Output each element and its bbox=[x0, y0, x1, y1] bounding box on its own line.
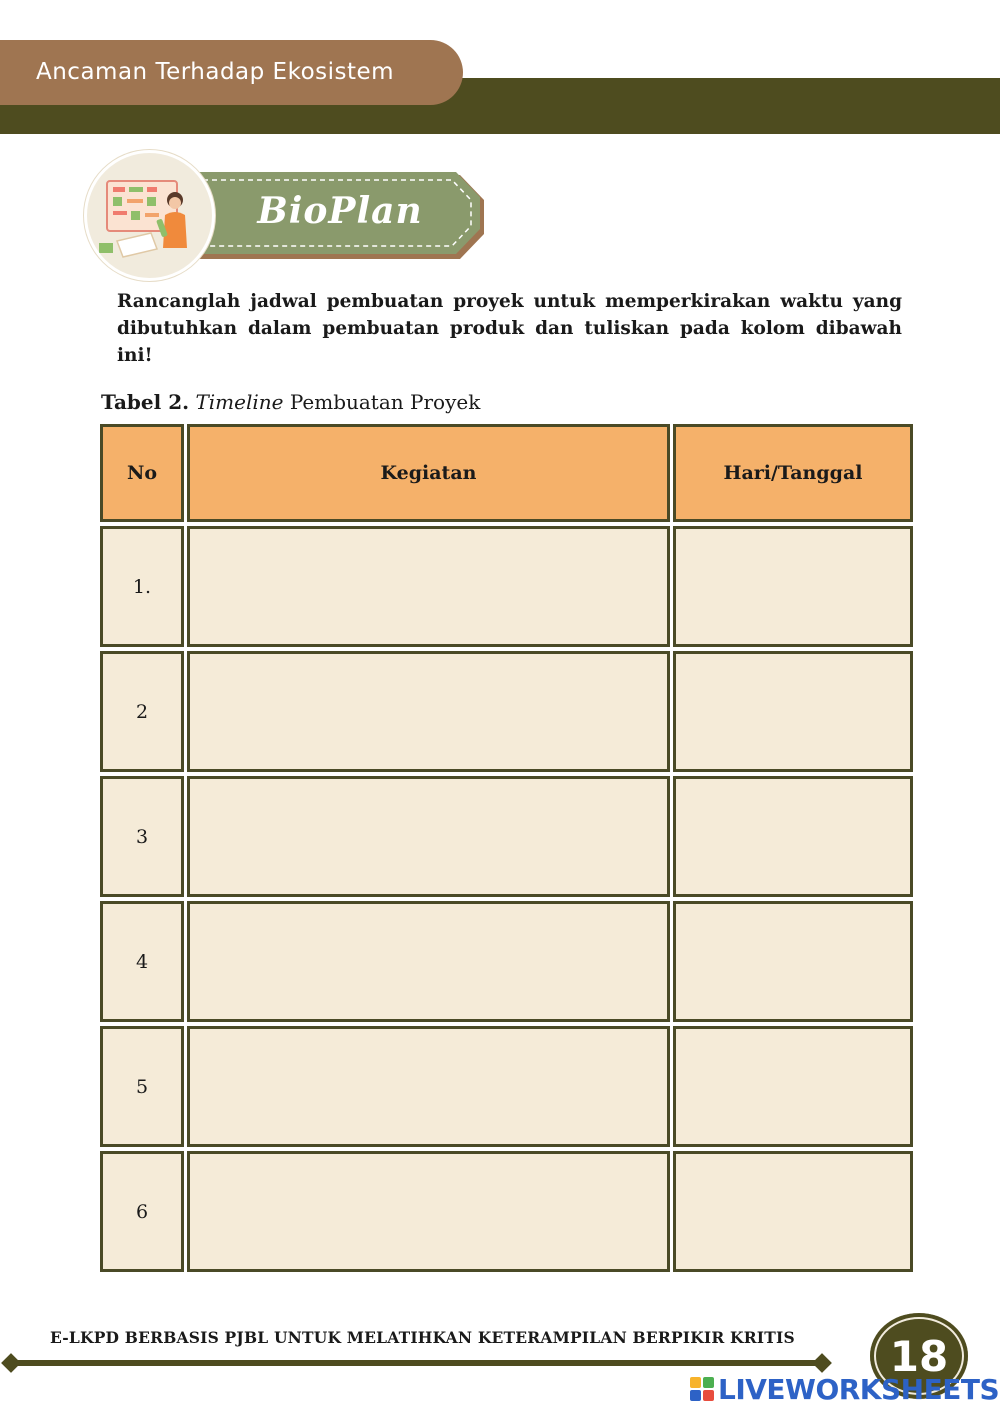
kegiatan-cell[interactable] bbox=[187, 901, 670, 1022]
footer-diamond-left-icon bbox=[1, 1353, 21, 1373]
section-badge-title: BioPlan bbox=[257, 190, 423, 232]
table-caption bbox=[101, 390, 480, 414]
footer-diamond-right-icon bbox=[812, 1353, 832, 1373]
hari-tanggal-cell[interactable] bbox=[673, 1026, 913, 1147]
hari-tanggal-cell[interactable] bbox=[673, 1151, 913, 1272]
hari-tanggal-cell[interactable] bbox=[673, 651, 913, 772]
row-number: 4 bbox=[100, 901, 184, 1022]
row-number: 3 bbox=[100, 776, 184, 897]
kegiatan-cell[interactable] bbox=[187, 776, 670, 897]
row-number: 1. bbox=[100, 526, 184, 647]
liveworksheets-watermark bbox=[690, 1372, 999, 1406]
row-number: 2 bbox=[100, 651, 184, 772]
caption-italic: Timeline bbox=[195, 390, 284, 414]
hari-tanggal-cell[interactable] bbox=[673, 526, 913, 647]
liveworksheets-text: LIVEWORKSHEETS bbox=[718, 1372, 1000, 1406]
footer-title: E-LKPD BERBASIS PJBL UNTUK MELATIHKAN KETERAMPILAN BERPIKIR KRITIS bbox=[50, 1328, 795, 1347]
footer-divider bbox=[10, 1360, 822, 1366]
hari-tanggal-cell[interactable] bbox=[673, 776, 913, 897]
header-no: No bbox=[100, 424, 184, 522]
kegiatan-cell[interactable] bbox=[187, 1026, 670, 1147]
liveworksheets-logo-icon bbox=[690, 1377, 714, 1401]
row-number: 5 bbox=[100, 1026, 184, 1147]
caption-label: Tabel 2. bbox=[101, 390, 190, 414]
row-number: 6 bbox=[100, 1151, 184, 1272]
page-number: 18 bbox=[870, 1313, 968, 1399]
hari-tanggal-cell[interactable] bbox=[673, 901, 913, 1022]
instruction-text: Rancanglah jadwal pembuatan proyek untuk memperkirakan waktu yang dibutuhkan dalam pembuatan produk dan tuliskan pada kolom dibawah ini! bbox=[117, 291, 902, 366]
header-hari-tanggal: Hari/Tanggal bbox=[673, 424, 913, 522]
caption-rest: Pembuatan Proyek bbox=[289, 390, 481, 414]
header-kegiatan: Kegiatan bbox=[187, 424, 670, 522]
kegiatan-cell[interactable] bbox=[187, 651, 670, 772]
kegiatan-cell[interactable] bbox=[187, 1151, 670, 1272]
kegiatan-cell[interactable] bbox=[187, 526, 670, 647]
chapter-title: Ancaman Terhadap Ekosistem bbox=[0, 40, 463, 105]
